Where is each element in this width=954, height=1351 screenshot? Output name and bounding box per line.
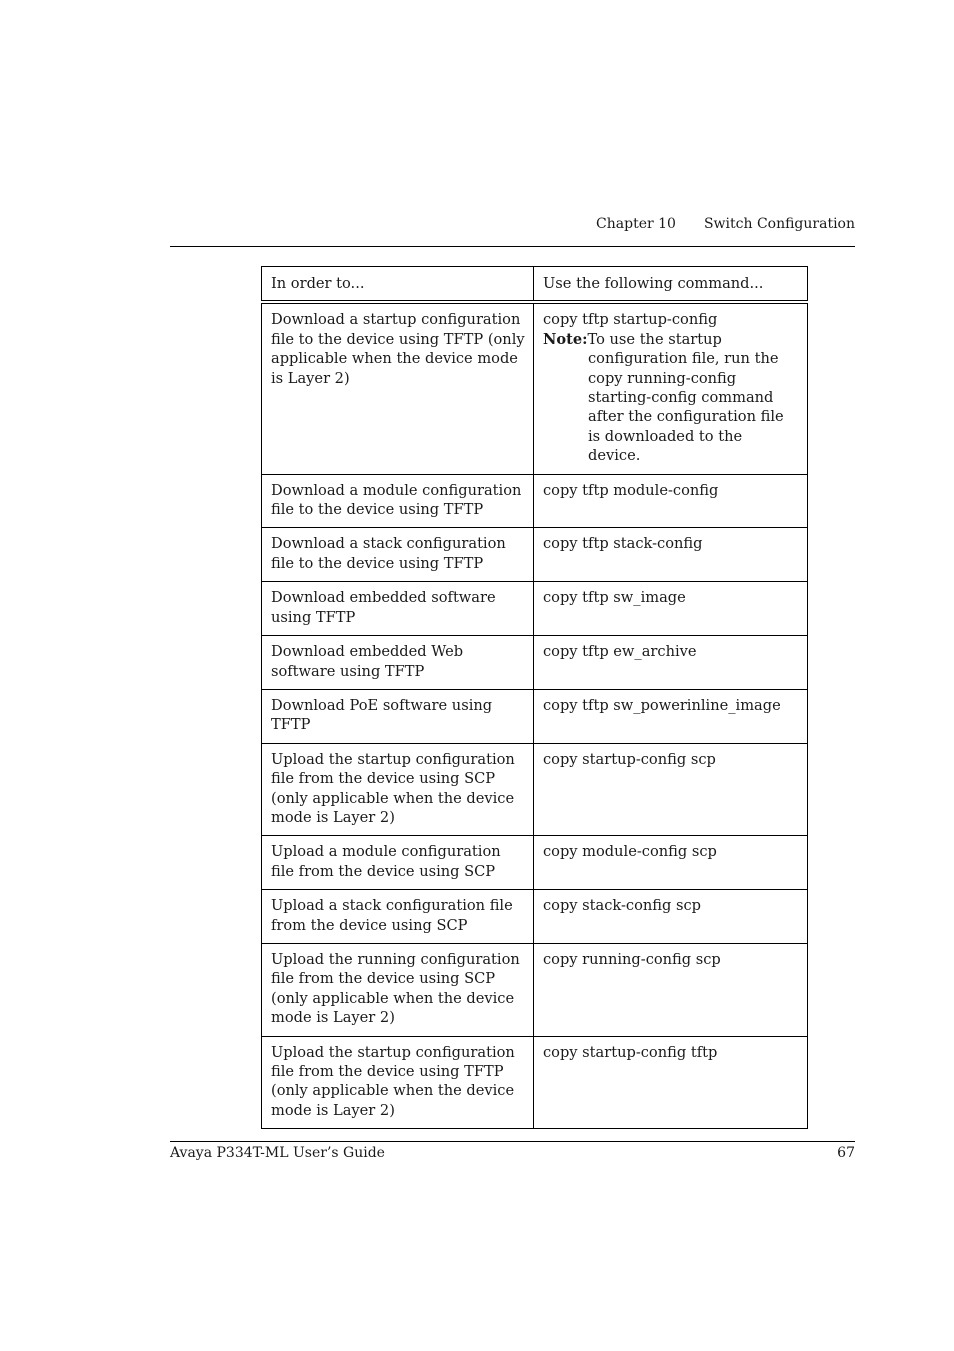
command-cell: copy module-config scp	[534, 836, 808, 890]
task-cell: Upload the running configuration file from the device using SCP (only applicable when the device mode is Layer 2)	[262, 943, 534, 1036]
command-cell: copy running-config scp	[534, 943, 808, 1036]
note-first-line: To use the startup	[587, 330, 722, 348]
guide-title: Avaya P334T-ML User’s Guide	[170, 1145, 385, 1161]
command-text: copy tftp startup-config	[543, 311, 718, 329]
table-row	[262, 302, 808, 474]
task-cell: Download a stack configuration file to the device using TFTP	[262, 528, 534, 582]
table-header-row	[262, 267, 808, 303]
command-cell	[534, 302, 808, 474]
page-footer	[170, 1145, 855, 1161]
table-row	[262, 528, 808, 582]
task-cell: Upload the startup configuration file from the device using TFTP (only applicable when the device mode is Layer 2)	[262, 1036, 534, 1129]
running-header	[170, 216, 855, 232]
command-cell: copy stack-config scp	[534, 890, 808, 944]
section-title: Switch Configuration	[703, 216, 855, 232]
command-table	[261, 266, 808, 1129]
table-row	[262, 890, 808, 944]
header-rule	[170, 246, 855, 247]
column-header-task: In order to...	[262, 267, 534, 303]
task-cell: Download embedded Web software using TFTP	[262, 636, 534, 690]
task-cell: Upload a stack configuration file from the device using SCP	[262, 890, 534, 944]
command-cell: copy startup-config tftp	[534, 1036, 808, 1129]
table-row	[262, 943, 808, 1036]
command-cell: copy tftp module-config	[534, 474, 808, 528]
command-cell: copy startup-config scp	[534, 743, 808, 836]
chapter-label: Chapter 10	[596, 216, 676, 232]
table-row	[262, 689, 808, 743]
command-cell: copy tftp stack-config	[534, 528, 808, 582]
task-cell: Download a startup configuration file to the device using TFTP (only applicable when the device mode is Layer 2)	[262, 302, 534, 474]
page-number: 67	[837, 1145, 855, 1161]
task-cell: Upload the startup configuration file from the device using SCP (only applicable when the device mode is Layer 2)	[262, 743, 534, 836]
table-row	[262, 743, 808, 836]
note	[543, 330, 799, 349]
task-cell: Download embedded software using TFTP	[262, 582, 534, 636]
table-row	[262, 582, 808, 636]
task-cell: Upload a module configuration file from the device using SCP	[262, 836, 534, 890]
table-row	[262, 636, 808, 690]
note-label: Note:	[543, 330, 588, 348]
column-header-command: Use the following command...	[534, 267, 808, 303]
note-text: configuration file, run the copy running-config starting-config command after the configuration file is downloaded to the device.	[588, 350, 784, 465]
task-cell: Download PoE software using TFTP	[262, 689, 534, 743]
command-cell: copy tftp sw_image	[534, 582, 808, 636]
footer-rule	[170, 1141, 855, 1142]
command-cell: copy tftp sw_powerinline_image	[534, 689, 808, 743]
table-row	[262, 474, 808, 528]
table-row	[262, 1036, 808, 1129]
table-row	[262, 836, 808, 890]
command-cell: copy tftp ew_archive	[534, 636, 808, 690]
task-cell: Download a module configuration file to the device using TFTP	[262, 474, 534, 528]
